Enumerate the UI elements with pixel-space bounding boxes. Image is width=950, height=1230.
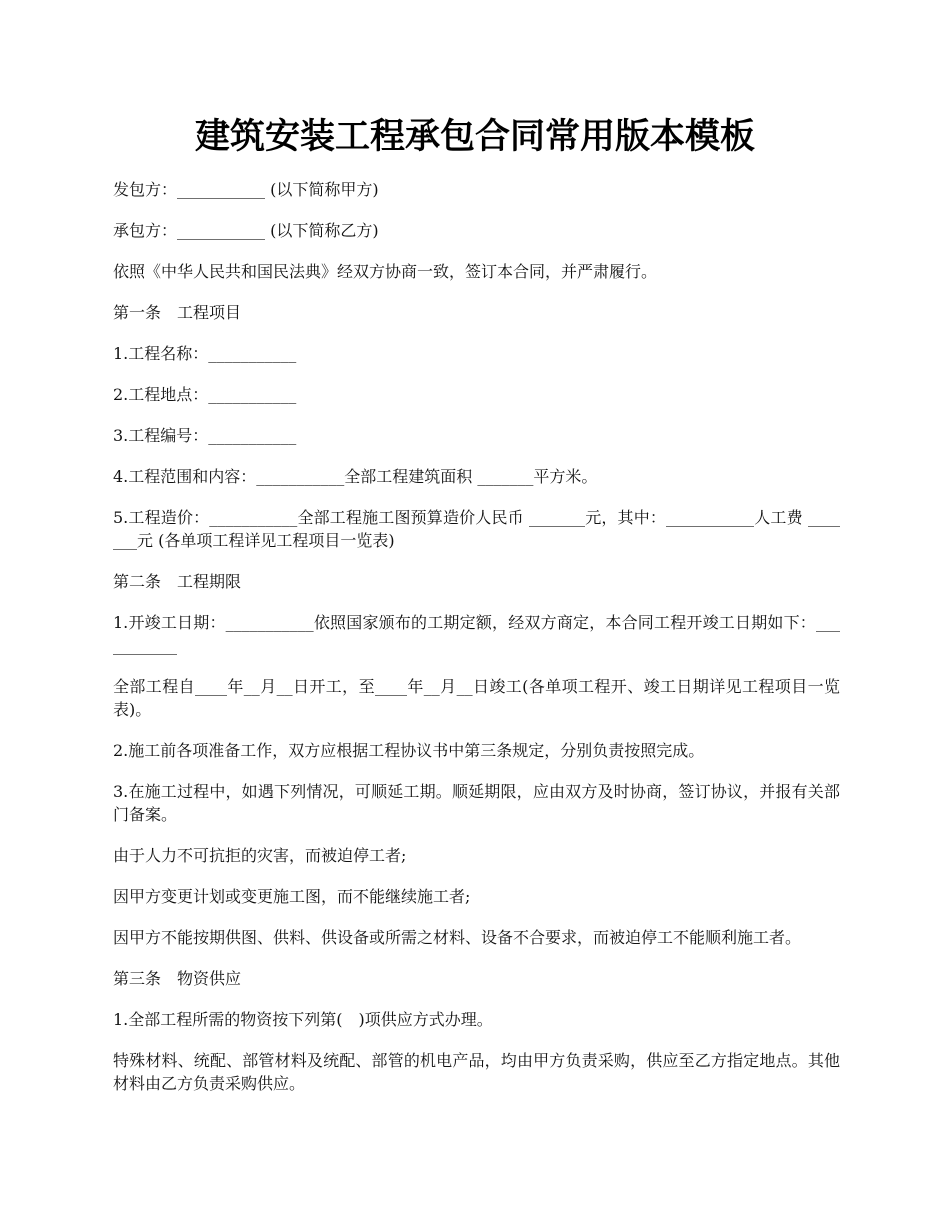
- document-title: 建筑安装工程承包合同常用版本模板: [194, 116, 755, 157]
- paragraph-preparation: 2.施工前各项准备工作，双方应根据工程协议书中第三条规定，分别负责按照完成。: [113, 741, 705, 760]
- paragraph-project-location: 2.工程地点：___________: [113, 385, 297, 404]
- paragraph-schedule: 全部工程自____年__月__日开工，至____年__月__日竣工(各单项工程开、竣工日期详见工程项目一览表)。: [113, 677, 840, 719]
- paragraph-force-majeure: 由于人力不可抗拒的灾害，而被迫停工者;: [113, 846, 407, 865]
- document-body: [113, 178, 840, 1113]
- paragraph-supply-method: 1.全部工程所需的物资按下列第( )项供应方式办理。: [113, 1010, 493, 1029]
- section-heading-3: 第三条 物资供应: [113, 969, 242, 988]
- section-heading-1: 第一条 工程项目: [113, 303, 242, 322]
- paragraph-plan-change: 因甲方变更计划或变更施工图，而不能继续施工者;: [113, 887, 471, 906]
- paragraph-preamble: 依照《中华人民共和国民法典》经双方协商一致，签订本合同，并严肃履行。: [113, 262, 658, 281]
- section-heading-2: 第二条 工程期限: [113, 572, 242, 591]
- paragraph-start-end-date: 1.开竣工日期：___________依照国家颁布的工期定额，经双方商定，本合同工程开竣工日期如下：___________: [113, 613, 840, 655]
- paragraph-project-name: 1.工程名称：___________: [113, 344, 297, 363]
- paragraph-contractor: 承包方：___________ (以下简称乙方): [113, 221, 379, 240]
- paragraph-supply-failure: 因甲方不能按期供图、供料、供设备或所需之材料、设备不合要求，而被迫停工不能顺利施工者。: [113, 928, 802, 947]
- paragraph-project-number: 3.工程编号：___________: [113, 426, 297, 445]
- paragraph-project-scope: 4.工程范围和内容：___________全部工程建筑面积 _______平方米。: [113, 467, 598, 486]
- paragraph-special-materials: 特殊材料、统配、部管材料及统配、部管的机电产品，均由甲方负责采购，供应至乙方指定地点。其他材料由乙方负责采购供应。: [113, 1051, 840, 1093]
- paragraph-extension: 3.在施工过程中，如遇下列情况，可顺延工期。顺延期限，应由双方及时协商，签订协议，并报有关部门备案。: [113, 782, 840, 824]
- paragraph-issuer: 发包方：___________ (以下简称甲方): [113, 180, 379, 199]
- paragraph-project-cost: 5.工程造价：___________全部工程施工图预算造价人民币 _______元，其中：___________人工费 _______元 (各单项工程详见工程项目一览表): [113, 508, 840, 550]
